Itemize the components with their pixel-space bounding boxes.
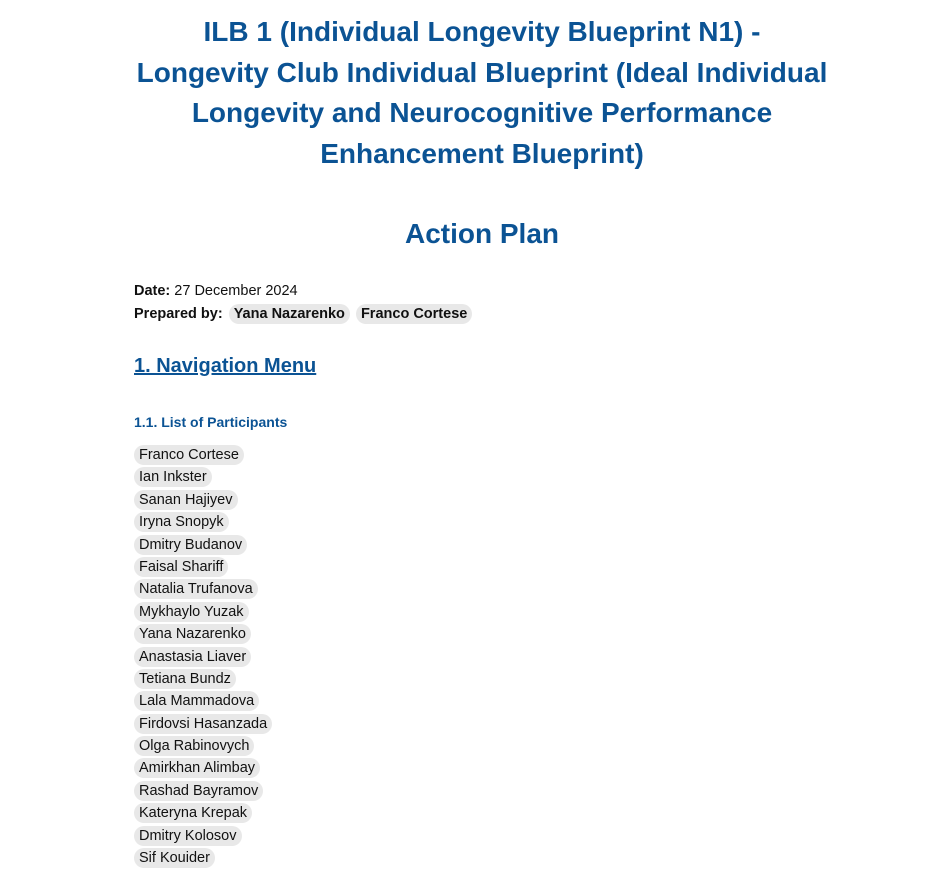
person-chip[interactable]: Natalia Trufanova	[134, 579, 258, 599]
person-chip[interactable]: Yana Nazarenko	[134, 624, 251, 644]
list-item	[134, 444, 272, 466]
list-item	[134, 578, 272, 600]
document-subtitle: Action Plan	[404, 218, 559, 249]
title-line-4: Enhancement Blueprint)	[320, 137, 644, 169]
list-item	[134, 534, 272, 556]
person-chip[interactable]: Ian Inkster	[134, 467, 212, 487]
prepared-by-label: Prepared by:	[134, 306, 223, 322]
list-item	[134, 690, 272, 712]
list-item	[134, 466, 272, 488]
list-item	[134, 489, 272, 511]
list-item	[134, 556, 272, 578]
list-item	[134, 825, 272, 847]
document-meta	[134, 280, 472, 326]
person-chip[interactable]: Olga Rabinovych	[134, 736, 254, 756]
navigation-menu-heading-link[interactable]: 1. Navigation Menu	[134, 355, 317, 377]
list-item	[134, 623, 272, 645]
person-chip[interactable]: Amirkhan Alimbay	[134, 758, 260, 778]
person-chip[interactable]: Rashad Bayramov	[134, 781, 263, 801]
person-chip[interactable]: Lala Mammadova	[134, 691, 259, 711]
list-item	[134, 757, 272, 779]
person-chip-author-1[interactable]: Yana Nazarenko	[229, 304, 350, 324]
person-chip[interactable]: Kateryna Krepak	[134, 803, 252, 823]
person-chip[interactable]: Sif Kouider	[134, 848, 215, 868]
list-item	[134, 511, 272, 533]
title-line-3: Longevity and Neurocognitive Performance	[191, 97, 773, 128]
person-chip[interactable]: Firdovsi Hasanzada	[134, 714, 272, 734]
list-item	[134, 802, 272, 824]
participants-list	[134, 444, 272, 869]
person-chip-author-2[interactable]: Franco Cortese	[356, 304, 472, 324]
person-chip[interactable]: Tetiana Bundz	[134, 669, 236, 689]
list-item	[134, 646, 272, 668]
prepared-by-row	[134, 303, 472, 326]
list-item	[134, 735, 272, 757]
date-label: Date:	[134, 283, 171, 299]
person-chip[interactable]: Iryna Snopyk	[134, 512, 229, 532]
person-chip[interactable]: Mykhaylo Yuzak	[134, 602, 249, 622]
person-chip[interactable]: Dmitry Kolosov	[134, 826, 242, 846]
person-chip[interactable]: Faisal Shariff	[134, 557, 228, 577]
list-item	[134, 601, 272, 623]
list-item	[134, 713, 272, 735]
list-item	[134, 668, 272, 690]
person-chip[interactable]: Sanan Hajiyev	[134, 490, 238, 510]
participants-heading: 1.1. List of Participants	[134, 414, 288, 430]
list-item	[134, 847, 272, 869]
document-title	[110, 12, 854, 174]
title-line-1: ILB 1 (Individual Longevity Blueprint N1) -	[203, 16, 761, 47]
date-value: 27 December 2024	[174, 283, 298, 299]
title-line-2: Longevity Club Individual Blueprint (Ideal Individual	[136, 56, 828, 88]
person-chip[interactable]: Dmitry Budanov	[134, 535, 247, 555]
person-chip[interactable]: Anastasia Liaver	[134, 647, 251, 667]
date-row	[134, 280, 472, 303]
list-item	[134, 780, 272, 802]
person-chip[interactable]: Franco Cortese	[134, 445, 244, 465]
